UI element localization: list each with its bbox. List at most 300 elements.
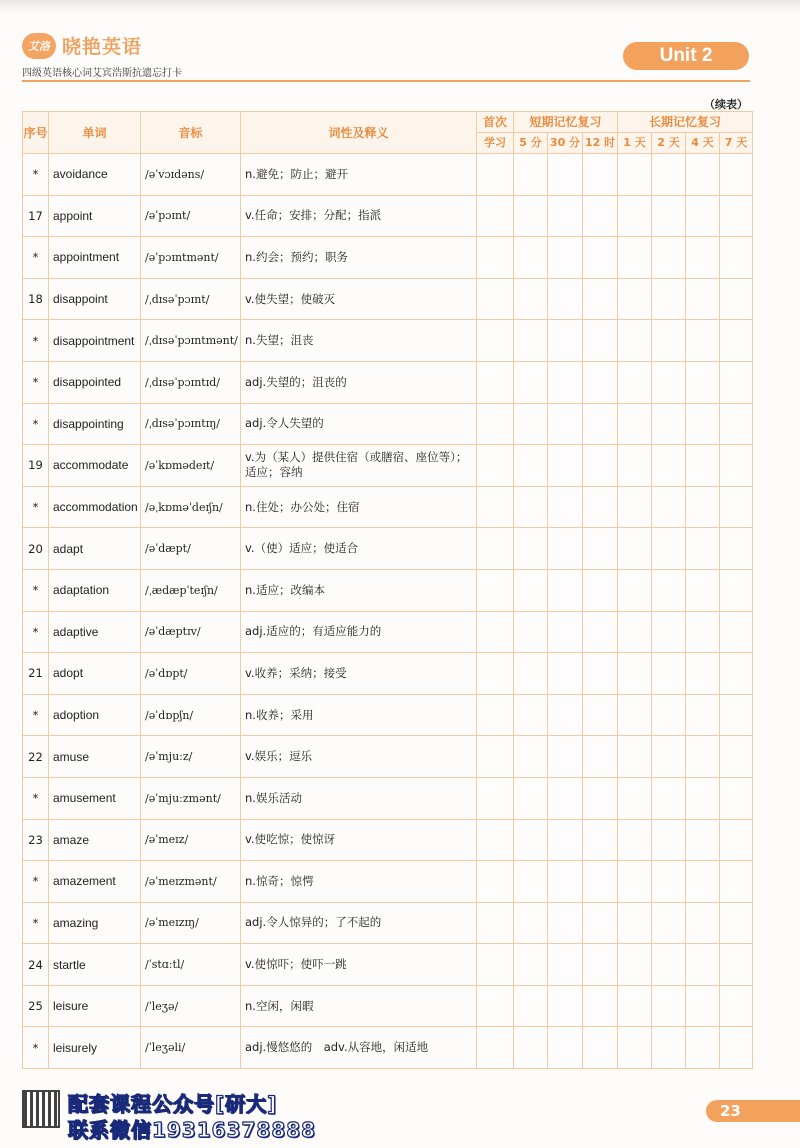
header-long-4d: 4 天 — [686, 133, 720, 154]
row-word: disappointment — [49, 320, 141, 362]
long-review-1d-checkbox[interactable] — [618, 154, 652, 196]
short-review-5min-checkbox[interactable] — [514, 694, 548, 736]
row-meaning: n.约会；预约；职务 — [241, 237, 477, 279]
row-meaning: v.（使）适应；使适合 — [241, 528, 477, 570]
row-word: adaptive — [49, 611, 141, 653]
first-study-checkbox[interactable] — [477, 445, 514, 487]
first-study-checkbox[interactable] — [477, 278, 514, 320]
row-index: 22 — [23, 736, 49, 778]
first-study-checkbox[interactable] — [477, 777, 514, 819]
short-review-5min-checkbox[interactable] — [514, 445, 548, 487]
short-review-12h-checkbox[interactable] — [583, 486, 618, 528]
row-meaning: n.收养；采用 — [241, 694, 477, 736]
row-phonetic: /əˈmjuːzmənt/ — [141, 777, 241, 819]
long-review-4d-checkbox[interactable] — [686, 819, 720, 861]
short-review-30min-checkbox[interactable] — [548, 944, 583, 986]
short-review-30min-checkbox[interactable] — [548, 902, 583, 944]
long-review-7d-checkbox[interactable] — [720, 653, 753, 695]
long-review-2d-checkbox[interactable] — [652, 320, 686, 362]
page-top-shadow — [0, 0, 800, 14]
long-review-2d-checkbox[interactable] — [652, 361, 686, 403]
first-study-checkbox[interactable] — [477, 694, 514, 736]
table-row — [23, 653, 753, 695]
long-review-7d-checkbox[interactable] — [720, 819, 753, 861]
long-review-2d-checkbox[interactable] — [652, 653, 686, 695]
long-review-2d-checkbox[interactable] — [652, 486, 686, 528]
table-row — [23, 861, 753, 903]
short-review-30min-checkbox[interactable] — [548, 195, 583, 237]
short-review-12h-checkbox[interactable] — [583, 944, 618, 986]
first-study-checkbox[interactable] — [477, 237, 514, 279]
long-review-7d-checkbox[interactable] — [720, 777, 753, 819]
table-row — [23, 944, 753, 986]
row-phonetic: /ˌdɪsəˈpɔɪntɪd/ — [141, 361, 241, 403]
long-review-7d-checkbox[interactable] — [720, 736, 753, 778]
long-review-4d-checkbox[interactable] — [686, 361, 720, 403]
row-index: * — [23, 486, 49, 528]
logo-text: 晓艳英语 — [62, 36, 143, 58]
first-study-checkbox[interactable] — [477, 569, 514, 611]
short-review-5min-checkbox[interactable] — [514, 403, 548, 445]
row-word: disappointed — [49, 361, 141, 403]
row-index: 24 — [23, 944, 49, 986]
long-review-2d-checkbox[interactable] — [652, 944, 686, 986]
first-study-checkbox[interactable] — [477, 985, 514, 1027]
long-review-4d-checkbox[interactable] — [686, 278, 720, 320]
long-review-4d-checkbox[interactable] — [686, 861, 720, 903]
table-row — [23, 195, 753, 237]
row-index: * — [23, 694, 49, 736]
row-index: 17 — [23, 195, 49, 237]
row-word: amaze — [49, 819, 141, 861]
row-index: * — [23, 154, 49, 196]
row-index: * — [23, 611, 49, 653]
long-review-1d-checkbox[interactable] — [618, 195, 652, 237]
short-review-5min-checkbox[interactable] — [514, 154, 548, 196]
table-row — [23, 237, 753, 279]
long-review-4d-checkbox[interactable] — [686, 154, 720, 196]
header-phonetic: 音标 — [141, 112, 241, 154]
long-review-4d-checkbox[interactable] — [686, 528, 720, 570]
long-review-1d-checkbox[interactable] — [618, 403, 652, 445]
row-index: * — [23, 861, 49, 903]
short-review-30min-checkbox[interactable] — [548, 528, 583, 570]
long-review-4d-checkbox[interactable] — [686, 569, 720, 611]
short-review-12h-checkbox[interactable] — [583, 278, 618, 320]
vocabulary-table — [22, 111, 753, 1069]
table-row — [23, 736, 753, 778]
long-review-7d-checkbox[interactable] — [720, 154, 753, 196]
header-short-5min: 5 分 — [514, 133, 548, 154]
long-review-2d-checkbox[interactable] — [652, 902, 686, 944]
table-row — [23, 445, 753, 487]
long-review-7d-checkbox[interactable] — [720, 569, 753, 611]
row-phonetic: /əˈkɒmədeɪt/ — [141, 445, 241, 487]
long-review-4d-checkbox[interactable] — [686, 944, 720, 986]
short-review-5min-checkbox[interactable] — [514, 320, 548, 362]
short-review-30min-checkbox[interactable] — [548, 320, 583, 362]
header-meaning: 词性及释义 — [241, 112, 477, 154]
long-review-1d-checkbox[interactable] — [618, 569, 652, 611]
short-review-12h-checkbox[interactable] — [583, 403, 618, 445]
short-review-12h-checkbox[interactable] — [583, 819, 618, 861]
short-review-12h-checkbox[interactable] — [583, 694, 618, 736]
row-word: appoint — [49, 195, 141, 237]
long-review-7d-checkbox[interactable] — [720, 902, 753, 944]
short-review-5min-checkbox[interactable] — [514, 861, 548, 903]
row-meaning: adj.慢悠悠的 adv.从容地，闲适地 — [241, 1027, 477, 1069]
row-word: appointment — [49, 237, 141, 279]
short-review-12h-checkbox[interactable] — [583, 777, 618, 819]
row-meaning: adj.令人惊异的；了不起的 — [241, 902, 477, 944]
long-review-7d-checkbox[interactable] — [720, 944, 753, 986]
first-study-checkbox[interactable] — [477, 528, 514, 570]
row-meaning: adj.适应的；有适应能力的 — [241, 611, 477, 653]
long-review-2d-checkbox[interactable] — [652, 237, 686, 279]
long-review-2d-checkbox[interactable] — [652, 195, 686, 237]
row-word: disappoint — [49, 278, 141, 320]
short-review-5min-checkbox[interactable] — [514, 944, 548, 986]
long-review-2d-checkbox[interactable] — [652, 154, 686, 196]
long-review-2d-checkbox[interactable] — [652, 403, 686, 445]
long-review-1d-checkbox[interactable] — [618, 736, 652, 778]
short-review-12h-checkbox[interactable] — [583, 611, 618, 653]
long-review-1d-checkbox[interactable] — [618, 528, 652, 570]
row-phonetic: /əˈdɒpʃn/ — [141, 694, 241, 736]
table-row — [23, 1027, 753, 1069]
short-review-12h-checkbox[interactable] — [583, 361, 618, 403]
row-index: * — [23, 361, 49, 403]
table-row — [23, 819, 753, 861]
long-review-2d-checkbox[interactable] — [652, 861, 686, 903]
row-meaning: adj.令人失望的 — [241, 403, 477, 445]
short-review-5min-checkbox[interactable] — [514, 195, 548, 237]
long-review-1d-checkbox[interactable] — [618, 777, 652, 819]
short-review-12h-checkbox[interactable] — [583, 569, 618, 611]
header-word: 单词 — [49, 112, 141, 154]
first-study-checkbox[interactable] — [477, 861, 514, 903]
row-index: 19 — [23, 445, 49, 487]
row-meaning: v.使失望；使破灭 — [241, 278, 477, 320]
first-study-checkbox[interactable] — [477, 154, 514, 196]
short-review-30min-checkbox[interactable] — [548, 819, 583, 861]
short-review-5min-checkbox[interactable] — [514, 569, 548, 611]
row-meaning: v.使吃惊；使惊讶 — [241, 819, 477, 861]
long-review-7d-checkbox[interactable] — [720, 361, 753, 403]
long-review-4d-checkbox[interactable] — [686, 985, 720, 1027]
short-review-30min-checkbox[interactable] — [548, 154, 583, 196]
row-meaning: n.失望；沮丧 — [241, 320, 477, 362]
long-review-7d-checkbox[interactable] — [720, 694, 753, 736]
book-subtitle: 四级英语核心词艾宾浩斯抗遗忘打卡 — [22, 68, 182, 79]
short-review-5min-checkbox[interactable] — [514, 736, 548, 778]
row-phonetic: /ˌdɪsəˈpɔɪntɪŋ/ — [141, 403, 241, 445]
row-word: adoption — [49, 694, 141, 736]
table-row — [23, 985, 753, 1027]
row-index: * — [23, 237, 49, 279]
long-review-1d-checkbox[interactable] — [618, 985, 652, 1027]
short-review-30min-checkbox[interactable] — [548, 861, 583, 903]
row-phonetic: /əˈmeɪz/ — [141, 819, 241, 861]
header-short-12h: 12 时 — [583, 133, 618, 154]
promo-line-2: 联系微信19316378888 — [68, 1118, 317, 1142]
short-review-5min-checkbox[interactable] — [514, 985, 548, 1027]
continued-label: （续表） — [704, 98, 748, 111]
row-word: amusement — [49, 777, 141, 819]
row-word: avoidance — [49, 154, 141, 196]
short-review-5min-checkbox[interactable] — [514, 528, 548, 570]
long-review-4d-checkbox[interactable] — [686, 736, 720, 778]
row-meaning: v.使惊吓；使吓一跳 — [241, 944, 477, 986]
long-review-2d-checkbox[interactable] — [652, 278, 686, 320]
first-study-checkbox[interactable] — [477, 611, 514, 653]
short-review-30min-checkbox[interactable] — [548, 611, 583, 653]
row-phonetic: /əˈvɔɪdəns/ — [141, 154, 241, 196]
long-review-2d-checkbox[interactable] — [652, 819, 686, 861]
long-review-7d-checkbox[interactable] — [720, 320, 753, 362]
long-review-1d-checkbox[interactable] — [618, 861, 652, 903]
header-long-2d: 2 天 — [652, 133, 686, 154]
long-review-4d-checkbox[interactable] — [686, 445, 720, 487]
row-word: adaptation — [49, 569, 141, 611]
row-index: * — [23, 403, 49, 445]
table-row — [23, 278, 753, 320]
first-study-checkbox[interactable] — [477, 486, 514, 528]
header-short-review: 短期记忆复习 — [514, 112, 618, 133]
long-review-7d-checkbox[interactable] — [720, 486, 753, 528]
row-index: 18 — [23, 278, 49, 320]
first-study-checkbox[interactable] — [477, 320, 514, 362]
long-review-2d-checkbox[interactable] — [652, 1027, 686, 1069]
long-review-4d-checkbox[interactable] — [686, 653, 720, 695]
short-review-12h-checkbox[interactable] — [583, 320, 618, 362]
row-word: accommodate — [49, 445, 141, 487]
row-meaning: v.娱乐；逗乐 — [241, 736, 477, 778]
row-phonetic: /ˈleʒəli/ — [141, 1027, 241, 1069]
short-review-30min-checkbox[interactable] — [548, 237, 583, 279]
row-phonetic: /əˈpɔɪnt/ — [141, 195, 241, 237]
first-study-checkbox[interactable] — [477, 819, 514, 861]
row-index: 25 — [23, 985, 49, 1027]
row-phonetic: /ˌædæpˈteɪʃn/ — [141, 569, 241, 611]
long-review-2d-checkbox[interactable] — [652, 985, 686, 1027]
short-review-12h-checkbox[interactable] — [583, 154, 618, 196]
short-review-12h-checkbox[interactable] — [583, 528, 618, 570]
row-word: leisure — [49, 985, 141, 1027]
long-review-7d-checkbox[interactable] — [720, 445, 753, 487]
long-review-4d-checkbox[interactable] — [686, 1027, 720, 1069]
row-meaning: n.空闲，闲暇 — [241, 985, 477, 1027]
row-meaning: n.住处；办公处；住宿 — [241, 486, 477, 528]
row-index: * — [23, 777, 49, 819]
long-review-7d-checkbox[interactable] — [720, 278, 753, 320]
table-row — [23, 486, 753, 528]
row-phonetic: /əˈdæptɪv/ — [141, 611, 241, 653]
short-review-30min-checkbox[interactable] — [548, 694, 583, 736]
long-review-2d-checkbox[interactable] — [652, 694, 686, 736]
short-review-30min-checkbox[interactable] — [548, 569, 583, 611]
row-word: amuse — [49, 736, 141, 778]
long-review-4d-checkbox[interactable] — [686, 486, 720, 528]
short-review-5min-checkbox[interactable] — [514, 237, 548, 279]
row-meaning: n.娱乐活动 — [241, 777, 477, 819]
short-review-30min-checkbox[interactable] — [548, 278, 583, 320]
short-review-30min-checkbox[interactable] — [548, 445, 583, 487]
short-review-30min-checkbox[interactable] — [548, 985, 583, 1027]
row-meaning: v.任命；安排；分配；指派 — [241, 195, 477, 237]
short-review-12h-checkbox[interactable] — [583, 902, 618, 944]
long-review-4d-checkbox[interactable] — [686, 195, 720, 237]
header-long-1d: 1 天 — [618, 133, 652, 154]
long-review-1d-checkbox[interactable] — [618, 819, 652, 861]
row-meaning: n.惊奇；惊愕 — [241, 861, 477, 903]
short-review-12h-checkbox[interactable] — [583, 1027, 618, 1069]
first-study-checkbox[interactable] — [477, 944, 514, 986]
short-review-30min-checkbox[interactable] — [548, 1027, 583, 1069]
row-phonetic: /ˈstɑːtl/ — [141, 944, 241, 986]
long-review-7d-checkbox[interactable] — [720, 403, 753, 445]
row-phonetic: /əˈmeɪzmənt/ — [141, 861, 241, 903]
row-word: leisurely — [49, 1027, 141, 1069]
long-review-4d-checkbox[interactable] — [686, 237, 720, 279]
short-review-12h-checkbox[interactable] — [583, 861, 618, 903]
row-meaning: n.避免；防止；避开 — [241, 154, 477, 196]
row-word: amazement — [49, 861, 141, 903]
row-index: * — [23, 1027, 49, 1069]
short-review-30min-checkbox[interactable] — [548, 736, 583, 778]
header-short-30min: 30 分 — [548, 133, 583, 154]
long-review-1d-checkbox[interactable] — [618, 237, 652, 279]
row-phonetic: /əˈmjuːz/ — [141, 736, 241, 778]
row-index: 21 — [23, 653, 49, 695]
row-index: * — [23, 569, 49, 611]
row-meaning: n.适应；改编本 — [241, 569, 477, 611]
short-review-30min-checkbox[interactable] — [548, 403, 583, 445]
long-review-1d-checkbox[interactable] — [618, 944, 652, 986]
short-review-5min-checkbox[interactable] — [514, 361, 548, 403]
header-rule — [22, 80, 750, 82]
short-review-5min-checkbox[interactable] — [514, 653, 548, 695]
first-study-checkbox[interactable] — [477, 361, 514, 403]
row-phonetic: /əˈpɔɪntmənt/ — [141, 237, 241, 279]
header-index: 序号 — [23, 112, 49, 154]
row-word: accommodation — [49, 486, 141, 528]
long-review-2d-checkbox[interactable] — [652, 611, 686, 653]
first-study-checkbox[interactable] — [477, 736, 514, 778]
first-study-checkbox[interactable] — [477, 653, 514, 695]
short-review-5min-checkbox[interactable] — [514, 819, 548, 861]
long-review-4d-checkbox[interactable] — [686, 320, 720, 362]
long-review-1d-checkbox[interactable] — [618, 361, 652, 403]
short-review-5min-checkbox[interactable] — [514, 611, 548, 653]
row-phonetic: /əˈdɒpt/ — [141, 653, 241, 695]
short-review-30min-checkbox[interactable] — [548, 361, 583, 403]
short-review-5min-checkbox[interactable] — [514, 902, 548, 944]
long-review-4d-checkbox[interactable] — [686, 777, 720, 819]
row-word: adapt — [49, 528, 141, 570]
short-review-30min-checkbox[interactable] — [548, 777, 583, 819]
long-review-2d-checkbox[interactable] — [652, 736, 686, 778]
page-number: 23 — [706, 1100, 800, 1122]
row-word: startle — [49, 944, 141, 986]
table-row — [23, 902, 753, 944]
long-review-7d-checkbox[interactable] — [720, 1027, 753, 1069]
row-index: 23 — [23, 819, 49, 861]
first-study-checkbox[interactable] — [477, 902, 514, 944]
long-review-7d-checkbox[interactable] — [720, 237, 753, 279]
long-review-7d-checkbox[interactable] — [720, 195, 753, 237]
long-review-7d-checkbox[interactable] — [720, 611, 753, 653]
row-word: disappointing — [49, 403, 141, 445]
table-row — [23, 320, 753, 362]
short-review-12h-checkbox[interactable] — [583, 985, 618, 1027]
long-review-1d-checkbox[interactable] — [618, 902, 652, 944]
short-review-12h-checkbox[interactable] — [583, 653, 618, 695]
long-review-4d-checkbox[interactable] — [686, 611, 720, 653]
long-review-7d-checkbox[interactable] — [720, 861, 753, 903]
short-review-5min-checkbox[interactable] — [514, 1027, 548, 1069]
short-review-12h-checkbox[interactable] — [583, 237, 618, 279]
logo-mark-icon: 艾洛 — [22, 33, 56, 59]
brand-logo — [22, 32, 142, 59]
long-review-1d-checkbox[interactable] — [618, 486, 652, 528]
unit-badge: Unit 2 — [623, 42, 749, 70]
long-review-4d-checkbox[interactable] — [686, 902, 720, 944]
short-review-5min-checkbox[interactable] — [514, 278, 548, 320]
first-study-checkbox[interactable] — [477, 1027, 514, 1069]
row-index: * — [23, 902, 49, 944]
row-phonetic: /əˈdæpt/ — [141, 528, 241, 570]
row-phonetic: /ˈleʒə/ — [141, 985, 241, 1027]
promo-line-1: 配套课程公众号[研大] — [68, 1092, 278, 1116]
long-review-1d-checkbox[interactable] — [618, 320, 652, 362]
header-long-review: 长期记忆复习 — [618, 112, 753, 133]
long-review-1d-checkbox[interactable] — [618, 445, 652, 487]
long-review-2d-checkbox[interactable] — [652, 445, 686, 487]
short-review-12h-checkbox[interactable] — [583, 736, 618, 778]
long-review-1d-checkbox[interactable] — [618, 611, 652, 653]
short-review-12h-checkbox[interactable] — [583, 445, 618, 487]
long-review-7d-checkbox[interactable] — [720, 985, 753, 1027]
long-review-2d-checkbox[interactable] — [652, 569, 686, 611]
long-review-2d-checkbox[interactable] — [652, 777, 686, 819]
row-index: * — [23, 320, 49, 362]
short-review-30min-checkbox[interactable] — [548, 653, 583, 695]
table-row — [23, 694, 753, 736]
short-review-12h-checkbox[interactable] — [583, 195, 618, 237]
short-review-5min-checkbox[interactable] — [514, 777, 548, 819]
long-review-1d-checkbox[interactable] — [618, 694, 652, 736]
header-long-7d: 7 天 — [720, 133, 753, 154]
long-review-2d-checkbox[interactable] — [652, 528, 686, 570]
first-study-checkbox[interactable] — [477, 403, 514, 445]
long-review-7d-checkbox[interactable] — [720, 528, 753, 570]
long-review-1d-checkbox[interactable] — [618, 1027, 652, 1069]
long-review-1d-checkbox[interactable] — [618, 278, 652, 320]
row-word: adopt — [49, 653, 141, 695]
row-index: 20 — [23, 528, 49, 570]
row-phonetic: /əˈmeɪzɪŋ/ — [141, 902, 241, 944]
short-review-5min-checkbox[interactable] — [514, 486, 548, 528]
first-study-checkbox[interactable] — [477, 195, 514, 237]
long-review-4d-checkbox[interactable] — [686, 403, 720, 445]
long-review-1d-checkbox[interactable] — [618, 653, 652, 695]
table-row — [23, 154, 753, 196]
long-review-4d-checkbox[interactable] — [686, 694, 720, 736]
short-review-30min-checkbox[interactable] — [548, 486, 583, 528]
row-word: amazing — [49, 902, 141, 944]
table-row — [23, 777, 753, 819]
